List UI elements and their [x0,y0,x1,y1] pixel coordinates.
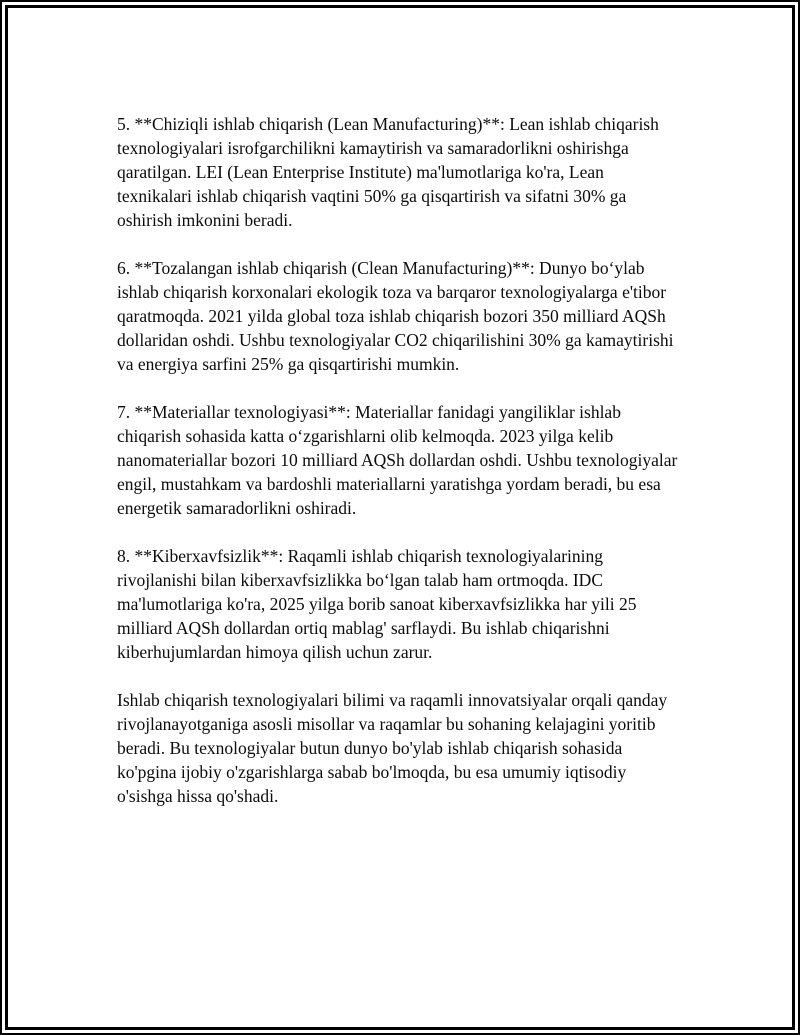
paragraph-lean-manufacturing: 5. **Chiziqli ishlab chiqarish (Lean Manufacturing)**: Lean ishlab chiqarish texnologiyalari isrofgarchilikni kamaytirish va samaradorlikni oshirishga qaratilgan. LEI (Lean Enterprise Institute) ma'lumotlariga ko'ra, Lean texnikalari ishlab chiqarish vaqtini 50% ga qisqartirish va sifatni 30% ga oshirish imkonini beradi. [117,114,659,230]
paragraph-conclusion: Ishlab chiqarish texnologiyalari bilimi va raqamli innovatsiyalar orqali qanday rivojlanayotganiga asosli misollar va raqamlar bu sohaning kelajagini yoritib beradi. Bu texnologiyalar butun dunyo bo'ylab ishlab chiqarish sohasida ko'pgina ijobiy o'zgarishlarga sabab bo'lmoqda, bu esa umumiy iqtisodiy o'sishga hissa qo'shadi. [117,690,668,806]
paragraph-materials-technology: 7. **Materiallar texnologiyasi**: Materiallar fanidagi yangiliklar ishlab chiqarish sohasida katta oʻzgarishlarni olib kelmoqda. 2023 yilga kelib nanomateriallar bozori 10 milliard AQSh dollardan oshdi. Ushbu texnologiyalar engil, mustahkam va bardoshli materiallarni yaratishga yordam beradi, bu esa energetik samaradorlikni oshiradi. [117,402,678,518]
page-inner-border [5,5,795,1030]
paragraph-cybersecurity: 8. **Kiberxavfsizlik**: Raqamli ishlab chiqarish texnologiyalarining rivojlanishi bilan kiberxavfsizlikka boʻlgan talab ham ortmoqda. IDC ma'lumotlariga ko'ra, 2025 yilga borib sanoat kiberxavfsizlikka har yili 25 milliard AQSh dollardan ortiq mablag' sarflaydi. Bu ishlab chiqarishni kiberhujumlardan himoya qilish uchun zarur. [117,546,637,662]
paragraph-clean-manufacturing: 6. **Tozalangan ishlab chiqarish (Clean Manufacturing)**: Dunyo boʻylab ishlab chiqarish korxonalari ekologik toza va barqaror texnologiyalarga e'tibor qaratmoqda. 2021 yilda global toza ishlab chiqarish bozori 350 milliard AQSh dollaridan oshdi. Ushbu texnologiyalar CO2 chiqarilishini 30% ga kamaytirishi va energiya sarfini 25% ga qisqartirishi mumkin. [117,258,674,374]
document-content [8,8,792,808]
